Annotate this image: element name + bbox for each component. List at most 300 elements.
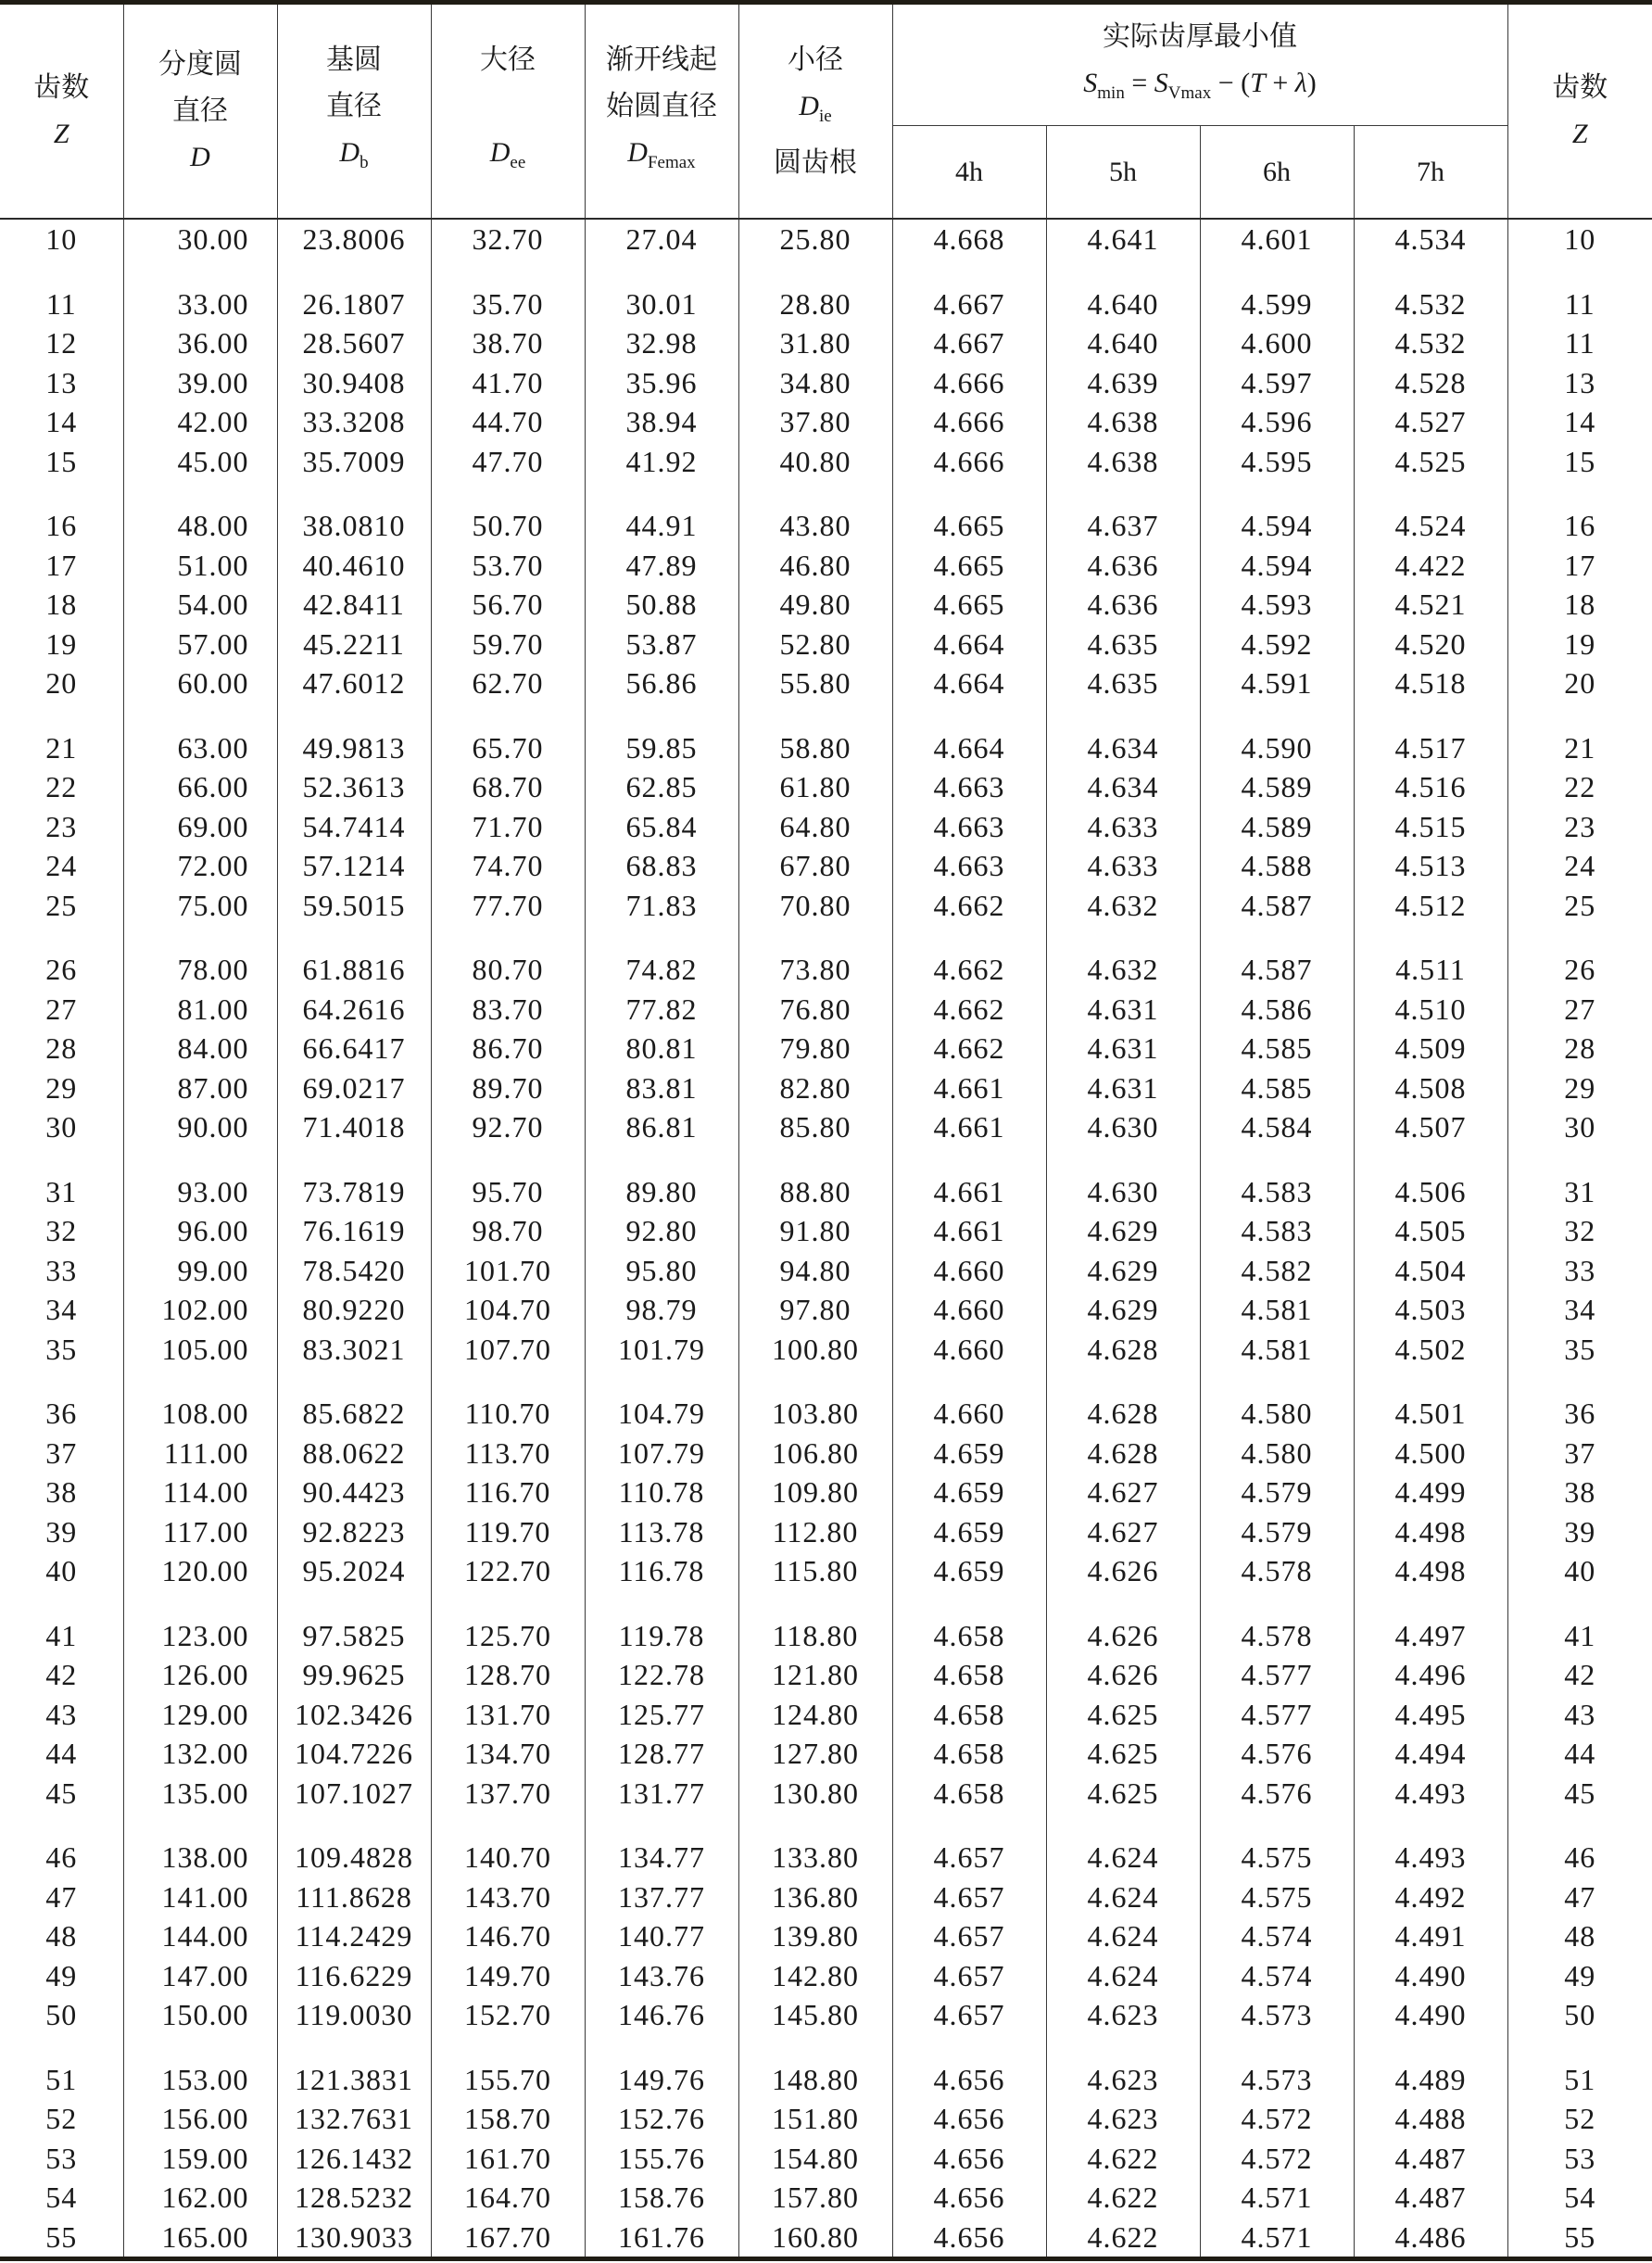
cell-thickness-6h: 4.594: [1200, 546, 1354, 586]
table-row: [0, 442, 1652, 482]
cell-minor-diameter: 145.80: [738, 1995, 892, 2035]
cell-base-diameter: 23.8006: [277, 219, 431, 259]
cell-thickness-4h: 4.661: [892, 1147, 1046, 1212]
header-major-diameter-sub: ee: [510, 152, 526, 172]
cell-teeth: 46: [0, 1813, 123, 1877]
cell-thickness-7h: 4.512: [1354, 886, 1507, 926]
cell-thickness-7h: 4.486: [1354, 2218, 1507, 2259]
formula-rhs: S: [1154, 67, 1168, 98]
cell-thickness-5h: 4.622: [1046, 2139, 1200, 2179]
cell-involute-start-diameter: 122.78: [585, 1655, 738, 1695]
formula-open: − (: [1211, 67, 1251, 98]
cell-thickness-4h: 4.658: [892, 1774, 1046, 1814]
cell-thickness-4h: 4.656: [892, 2218, 1046, 2259]
cell-thickness-6h: 4.600: [1200, 323, 1354, 363]
cell-minor-diameter: 88.80: [738, 1147, 892, 1212]
cell-pitch-diameter: 144.00: [123, 1916, 277, 1956]
cell-thickness-4h: 4.657: [892, 1916, 1046, 1956]
cell-minor-diameter: 55.80: [738, 664, 892, 703]
cell-thickness-6h: 4.594: [1200, 481, 1354, 546]
cell-thickness-7h: 4.422: [1354, 546, 1507, 586]
cell-involute-start-diameter: 113.78: [585, 1512, 738, 1552]
cell-thickness-7h: 4.503: [1354, 1290, 1507, 1330]
cell-base-diameter: 104.7226: [277, 1734, 431, 1774]
cell-involute-start-diameter: 104.79: [585, 1369, 738, 1434]
cell-involute-start-diameter: 62.85: [585, 767, 738, 807]
cell-thickness-5h: 4.629: [1046, 1290, 1200, 1330]
cell-base-diameter: 97.5825: [277, 1591, 431, 1656]
cell-teeth-right: 48: [1507, 1916, 1652, 1956]
table-row: [0, 2178, 1652, 2218]
cell-teeth: 55: [0, 2218, 123, 2259]
cell-teeth-right: 54: [1507, 2178, 1652, 2218]
cell-thickness-4h: 4.657: [892, 1995, 1046, 2035]
cell-major-diameter: 56.70: [431, 585, 585, 625]
cell-involute-start-diameter: 41.92: [585, 442, 738, 482]
cell-involute-start-diameter: 146.76: [585, 1995, 738, 2035]
cell-major-diameter: 164.70: [431, 2178, 585, 2218]
cell-major-diameter: 98.70: [431, 1211, 585, 1251]
table-row: [0, 1591, 1652, 1656]
cell-base-diameter: 49.9813: [277, 703, 431, 768]
cell-teeth-right: 14: [1507, 402, 1652, 442]
cell-minor-diameter: 70.80: [738, 886, 892, 926]
cell-involute-start-diameter: 53.87: [585, 625, 738, 664]
cell-minor-diameter: 82.80: [738, 1068, 892, 1108]
cell-major-diameter: 59.70: [431, 625, 585, 664]
cell-thickness-5h: 4.635: [1046, 664, 1200, 703]
cell-teeth: 39: [0, 1512, 123, 1552]
cell-involute-start-diameter: 95.80: [585, 1251, 738, 1291]
cell-major-diameter: 152.70: [431, 1995, 585, 2035]
header-teeth-right-label: 齿数: [1552, 72, 1608, 103]
cell-thickness-6h: 4.573: [1200, 1995, 1354, 2035]
cell-thickness-4h: 4.659: [892, 1551, 1046, 1591]
cell-thickness-6h: 4.583: [1200, 1147, 1354, 1212]
cell-major-diameter: 140.70: [431, 1813, 585, 1877]
cell-teeth: 36: [0, 1369, 123, 1434]
table-row: [0, 2139, 1652, 2179]
formula-t: T: [1250, 67, 1266, 98]
cell-involute-start-diameter: 56.86: [585, 664, 738, 703]
cell-base-diameter: 40.4610: [277, 546, 431, 586]
table-row: [0, 363, 1652, 403]
cell-thickness-7h: 4.498: [1354, 1512, 1507, 1552]
cell-thickness-7h: 4.488: [1354, 2099, 1507, 2139]
cell-pitch-diameter: 153.00: [123, 2035, 277, 2100]
cell-major-diameter: 161.70: [431, 2139, 585, 2179]
cell-involute-start-diameter: 98.79: [585, 1290, 738, 1330]
cell-thickness-7h: 4.534: [1354, 219, 1507, 259]
cell-teeth: 35: [0, 1330, 123, 1370]
cell-teeth: 34: [0, 1290, 123, 1330]
cell-pitch-diameter: 156.00: [123, 2099, 277, 2139]
cell-thickness-6h: 4.579: [1200, 1512, 1354, 1552]
cell-thickness-4h: 4.662: [892, 990, 1046, 1030]
cell-thickness-4h: 4.662: [892, 1029, 1046, 1068]
cell-involute-start-diameter: 92.80: [585, 1211, 738, 1251]
cell-minor-diameter: 52.80: [738, 625, 892, 664]
table-row: [0, 1995, 1652, 2035]
cell-thickness-5h: 4.640: [1046, 259, 1200, 324]
cell-thickness-6h: 4.590: [1200, 703, 1354, 768]
cell-minor-diameter: 139.80: [738, 1916, 892, 1956]
cell-minor-diameter: 148.80: [738, 2035, 892, 2100]
cell-major-diameter: 38.70: [431, 323, 585, 363]
cell-thickness-6h: 4.601: [1200, 219, 1354, 259]
cell-major-diameter: 122.70: [431, 1551, 585, 1591]
cell-minor-diameter: 40.80: [738, 442, 892, 482]
header-teeth-right-symbol: Z: [1571, 119, 1588, 149]
cell-thickness-5h: 4.622: [1046, 2218, 1200, 2259]
cell-teeth: 27: [0, 990, 123, 1030]
header-thickness-formula: [1083, 60, 1316, 117]
table-row: [0, 1695, 1652, 1735]
cell-teeth-right: 39: [1507, 1512, 1652, 1552]
cell-involute-start-diameter: 32.98: [585, 323, 738, 363]
cell-teeth: 23: [0, 807, 123, 847]
cell-thickness-5h: 4.635: [1046, 625, 1200, 664]
cell-major-diameter: 80.70: [431, 925, 585, 990]
cell-teeth-right: 23: [1507, 807, 1652, 847]
cell-thickness-5h: 4.631: [1046, 1029, 1200, 1068]
cell-minor-diameter: 67.80: [738, 846, 892, 886]
cell-pitch-diameter: 147.00: [123, 1956, 277, 1996]
cell-pitch-diameter: 33.00: [123, 259, 277, 324]
cell-teeth: 33: [0, 1251, 123, 1291]
cell-teeth-right: 50: [1507, 1995, 1652, 2035]
table-row: [0, 1774, 1652, 1814]
cell-thickness-6h: 4.593: [1200, 585, 1354, 625]
cell-base-diameter: 114.2429: [277, 1916, 431, 1956]
header-involute-symbol: D: [627, 136, 648, 168]
cell-major-diameter: 125.70: [431, 1591, 585, 1656]
formula-rhs-sub: Vmax: [1167, 82, 1212, 103]
cell-thickness-4h: 4.661: [892, 1068, 1046, 1108]
cell-thickness-4h: 4.658: [892, 1655, 1046, 1695]
cell-teeth: 19: [0, 625, 123, 664]
cell-base-diameter: 28.5607: [277, 323, 431, 363]
cell-minor-diameter: 130.80: [738, 1774, 892, 1814]
table-row: [0, 990, 1652, 1030]
cell-thickness-7h: 4.506: [1354, 1147, 1507, 1212]
table-row: [0, 1434, 1652, 1473]
table-row: [0, 402, 1652, 442]
cell-teeth: 40: [0, 1551, 123, 1591]
cell-major-diameter: 113.70: [431, 1434, 585, 1473]
cell-minor-diameter: 97.80: [738, 1290, 892, 1330]
cell-teeth-right: 26: [1507, 925, 1652, 990]
cell-base-diameter: 52.3613: [277, 767, 431, 807]
cell-major-diameter: 104.70: [431, 1290, 585, 1330]
header-base-diameter-line1: 基圆: [326, 44, 382, 75]
cell-teeth-right: 43: [1507, 1695, 1652, 1735]
cell-thickness-5h: 4.625: [1046, 1734, 1200, 1774]
cell-teeth: 24: [0, 846, 123, 886]
cell-teeth-right: 45: [1507, 1774, 1652, 1814]
cell-thickness-5h: 4.624: [1046, 1813, 1200, 1877]
cell-teeth-right: 30: [1507, 1107, 1652, 1147]
cell-major-diameter: 137.70: [431, 1774, 585, 1814]
table-row: [0, 767, 1652, 807]
cell-thickness-6h: 4.574: [1200, 1916, 1354, 1956]
cell-teeth: 17: [0, 546, 123, 586]
header-base-diameter-symbol: D: [339, 136, 360, 168]
cell-teeth-right: 41: [1507, 1591, 1652, 1656]
cell-pitch-diameter: 159.00: [123, 2139, 277, 2179]
cell-thickness-5h: 4.630: [1046, 1107, 1200, 1147]
cell-pitch-diameter: 108.00: [123, 1369, 277, 1434]
cell-thickness-5h: 4.623: [1046, 2099, 1200, 2139]
cell-thickness-5h: 4.625: [1046, 1774, 1200, 1814]
cell-teeth-right: 52: [1507, 2099, 1652, 2139]
cell-thickness-6h: 4.578: [1200, 1591, 1354, 1656]
cell-major-diameter: 110.70: [431, 1369, 585, 1434]
cell-teeth: 31: [0, 1147, 123, 1212]
cell-thickness-4h: 4.656: [892, 2139, 1046, 2179]
cell-thickness-5h: 4.629: [1046, 1251, 1200, 1291]
cell-pitch-diameter: 99.00: [123, 1251, 277, 1291]
cell-teeth: 20: [0, 664, 123, 703]
cell-base-diameter: 132.7631: [277, 2099, 431, 2139]
cell-teeth: 11: [0, 259, 123, 324]
cell-teeth: 10: [0, 219, 123, 259]
cell-thickness-4h: 4.664: [892, 664, 1046, 703]
cell-minor-diameter: 31.80: [738, 323, 892, 363]
cell-involute-start-diameter: 143.76: [585, 1956, 738, 1996]
cell-thickness-4h: 4.668: [892, 219, 1046, 259]
cell-involute-start-diameter: 38.94: [585, 402, 738, 442]
cell-pitch-diameter: 105.00: [123, 1330, 277, 1370]
cell-thickness-6h: 4.573: [1200, 2035, 1354, 2100]
cell-teeth-right: 49: [1507, 1956, 1652, 1996]
cell-thickness-4h: 4.667: [892, 323, 1046, 363]
header-thickness-label: 实际齿厚最小值: [1103, 20, 1297, 52]
cell-pitch-diameter: 126.00: [123, 1655, 277, 1695]
cell-teeth-right: 35: [1507, 1330, 1652, 1370]
cell-teeth-right: 55: [1507, 2218, 1652, 2259]
cell-minor-diameter: 160.80: [738, 2218, 892, 2259]
cell-teeth: 47: [0, 1877, 123, 1917]
table-row: [0, 259, 1652, 324]
cell-thickness-7h: 4.487: [1354, 2178, 1507, 2218]
cell-involute-start-diameter: 35.96: [585, 363, 738, 403]
cell-thickness-5h: 4.637: [1046, 481, 1200, 546]
cell-base-diameter: 78.5420: [277, 1251, 431, 1291]
table-row: [0, 664, 1652, 703]
table-row: [0, 1813, 1652, 1877]
formula-close: ): [1306, 67, 1317, 98]
cell-thickness-6h: 4.574: [1200, 1956, 1354, 1996]
cell-teeth-right: 15: [1507, 442, 1652, 482]
cell-thickness-7h: 4.489: [1354, 2035, 1507, 2100]
cell-thickness-6h: 4.582: [1200, 1251, 1354, 1291]
table-row: [0, 2218, 1652, 2259]
cell-thickness-4h: 4.664: [892, 703, 1046, 768]
table-row: [0, 546, 1652, 586]
cell-thickness-4h: 4.657: [892, 1956, 1046, 1996]
cell-teeth: 52: [0, 2099, 123, 2139]
cell-thickness-7h: 4.492: [1354, 1877, 1507, 1917]
cell-minor-diameter: 85.80: [738, 1107, 892, 1147]
cell-thickness-5h: 4.629: [1046, 1211, 1200, 1251]
cell-base-diameter: 111.8628: [277, 1877, 431, 1917]
cell-minor-diameter: 103.80: [738, 1369, 892, 1434]
cell-base-diameter: 109.4828: [277, 1813, 431, 1877]
cell-thickness-6h: 4.587: [1200, 886, 1354, 926]
cell-base-diameter: 92.8223: [277, 1512, 431, 1552]
cell-teeth: 37: [0, 1434, 123, 1473]
cell-thickness-4h: 4.666: [892, 402, 1046, 442]
cell-thickness-5h: 4.628: [1046, 1330, 1200, 1370]
cell-thickness-6h: 4.589: [1200, 807, 1354, 847]
cell-thickness-4h: 4.661: [892, 1107, 1046, 1147]
cell-thickness-6h: 4.578: [1200, 1551, 1354, 1591]
cell-teeth-right: 33: [1507, 1251, 1652, 1291]
cell-major-diameter: 167.70: [431, 2218, 585, 2259]
cell-thickness-7h: 4.500: [1354, 1434, 1507, 1473]
cell-minor-diameter: 73.80: [738, 925, 892, 990]
cell-thickness-5h: 4.624: [1046, 1877, 1200, 1917]
cell-thickness-6h: 4.596: [1200, 402, 1354, 442]
cell-thickness-4h: 4.656: [892, 2178, 1046, 2218]
cell-major-diameter: 89.70: [431, 1068, 585, 1108]
cell-teeth: 51: [0, 2035, 123, 2100]
cell-thickness-6h: 4.586: [1200, 990, 1354, 1030]
cell-minor-diameter: 112.80: [738, 1512, 892, 1552]
cell-thickness-6h: 4.583: [1200, 1211, 1354, 1251]
table-row: [0, 703, 1652, 768]
cell-base-diameter: 33.3208: [277, 402, 431, 442]
cell-thickness-5h: 4.633: [1046, 807, 1200, 847]
cell-base-diameter: 45.2211: [277, 625, 431, 664]
cell-minor-diameter: 100.80: [738, 1330, 892, 1370]
header-pitch-diameter-line2: 直径: [172, 95, 228, 126]
cell-minor-diameter: 46.80: [738, 546, 892, 586]
cell-thickness-6h: 4.577: [1200, 1695, 1354, 1735]
cell-pitch-diameter: 66.00: [123, 767, 277, 807]
cell-thickness-7h: 4.528: [1354, 363, 1507, 403]
cell-thickness-5h: 4.627: [1046, 1473, 1200, 1512]
cell-thickness-7h: 4.532: [1354, 323, 1507, 363]
cell-minor-diameter: 109.80: [738, 1473, 892, 1512]
cell-thickness-7h: 4.493: [1354, 1774, 1507, 1814]
header-minor-diameter-sub: ie: [818, 106, 832, 126]
cell-thickness-6h: 4.595: [1200, 442, 1354, 482]
cell-pitch-diameter: 117.00: [123, 1512, 277, 1552]
cell-involute-start-diameter: 86.81: [585, 1107, 738, 1147]
cell-teeth-right: 13: [1507, 363, 1652, 403]
table-row: [0, 585, 1652, 625]
cell-major-diameter: 47.70: [431, 442, 585, 482]
cell-thickness-4h: 4.662: [892, 925, 1046, 990]
cell-thickness-4h: 4.659: [892, 1473, 1046, 1512]
table-row: [0, 2035, 1652, 2100]
cell-base-diameter: 26.1807: [277, 259, 431, 324]
cell-base-diameter: 38.0810: [277, 481, 431, 546]
cell-base-diameter: 35.7009: [277, 442, 431, 482]
cell-thickness-7h: 4.508: [1354, 1068, 1507, 1108]
cell-teeth: 16: [0, 481, 123, 546]
cell-teeth-right: 38: [1507, 1473, 1652, 1512]
cell-involute-start-diameter: 149.76: [585, 2035, 738, 2100]
cell-thickness-4h: 4.660: [892, 1369, 1046, 1434]
cell-thickness-5h: 4.633: [1046, 846, 1200, 886]
header-minor-diameter-symbol: D: [799, 90, 819, 121]
cell-pitch-diameter: 129.00: [123, 1695, 277, 1735]
cell-base-diameter: 83.3021: [277, 1330, 431, 1370]
cell-thickness-4h: 4.660: [892, 1330, 1046, 1370]
cell-involute-start-diameter: 128.77: [585, 1734, 738, 1774]
cell-involute-start-diameter: 65.84: [585, 807, 738, 847]
cell-involute-start-diameter: 77.82: [585, 990, 738, 1030]
cell-pitch-diameter: 48.00: [123, 481, 277, 546]
cell-teeth: 54: [0, 2178, 123, 2218]
cell-involute-start-diameter: 140.77: [585, 1916, 738, 1956]
cell-base-diameter: 107.1027: [277, 1774, 431, 1814]
cell-thickness-7h: 4.502: [1354, 1330, 1507, 1370]
cell-base-diameter: 64.2616: [277, 990, 431, 1030]
cell-thickness-7h: 4.505: [1354, 1211, 1507, 1251]
cell-pitch-diameter: 57.00: [123, 625, 277, 664]
cell-pitch-diameter: 45.00: [123, 442, 277, 482]
cell-thickness-4h: 4.661: [892, 1211, 1046, 1251]
cell-pitch-diameter: 78.00: [123, 925, 277, 990]
cell-pitch-diameter: 42.00: [123, 402, 277, 442]
table-row: [0, 219, 1652, 259]
cell-thickness-6h: 4.572: [1200, 2099, 1354, 2139]
table-row: [0, 1107, 1652, 1147]
cell-base-diameter: 73.7819: [277, 1147, 431, 1212]
header-involute-line1: 渐开线起: [606, 44, 717, 75]
cell-thickness-4h: 4.663: [892, 767, 1046, 807]
cell-thickness-4h: 4.656: [892, 2099, 1046, 2139]
cell-thickness-4h: 4.666: [892, 363, 1046, 403]
cell-major-diameter: 149.70: [431, 1956, 585, 1996]
cell-thickness-7h: 4.517: [1354, 703, 1507, 768]
cell-thickness-7h: 4.507: [1354, 1107, 1507, 1147]
cell-minor-diameter: 124.80: [738, 1695, 892, 1735]
cell-pitch-diameter: 72.00: [123, 846, 277, 886]
cell-base-diameter: 88.0622: [277, 1434, 431, 1473]
cell-base-diameter: 47.6012: [277, 664, 431, 703]
cell-thickness-7h: 4.515: [1354, 807, 1507, 847]
cell-major-diameter: 53.70: [431, 546, 585, 586]
cell-teeth-right: 17: [1507, 546, 1652, 586]
cell-involute-start-diameter: 80.81: [585, 1029, 738, 1068]
header-major-diameter: [431, 3, 585, 220]
cell-thickness-4h: 4.657: [892, 1813, 1046, 1877]
cell-base-diameter: 121.3831: [277, 2035, 431, 2100]
table-row: [0, 481, 1652, 546]
table-row: [0, 1369, 1652, 1434]
cell-thickness-7h: 4.496: [1354, 1655, 1507, 1695]
cell-thickness-7h: 4.513: [1354, 846, 1507, 886]
cell-thickness-7h: 4.509: [1354, 1029, 1507, 1068]
formula-plus: +: [1265, 67, 1295, 98]
cell-pitch-diameter: 150.00: [123, 1995, 277, 2035]
header-thickness-group: [892, 3, 1507, 126]
cell-minor-diameter: 64.80: [738, 807, 892, 847]
cell-thickness-6h: 4.571: [1200, 2218, 1354, 2259]
cell-involute-start-diameter: 44.91: [585, 481, 738, 546]
cell-involute-start-diameter: 131.77: [585, 1774, 738, 1814]
cell-base-diameter: 99.9625: [277, 1655, 431, 1695]
cell-thickness-5h: 4.631: [1046, 1068, 1200, 1108]
cell-minor-diameter: 91.80: [738, 1211, 892, 1251]
cell-thickness-4h: 4.665: [892, 546, 1046, 586]
cell-thickness-5h: 4.638: [1046, 402, 1200, 442]
